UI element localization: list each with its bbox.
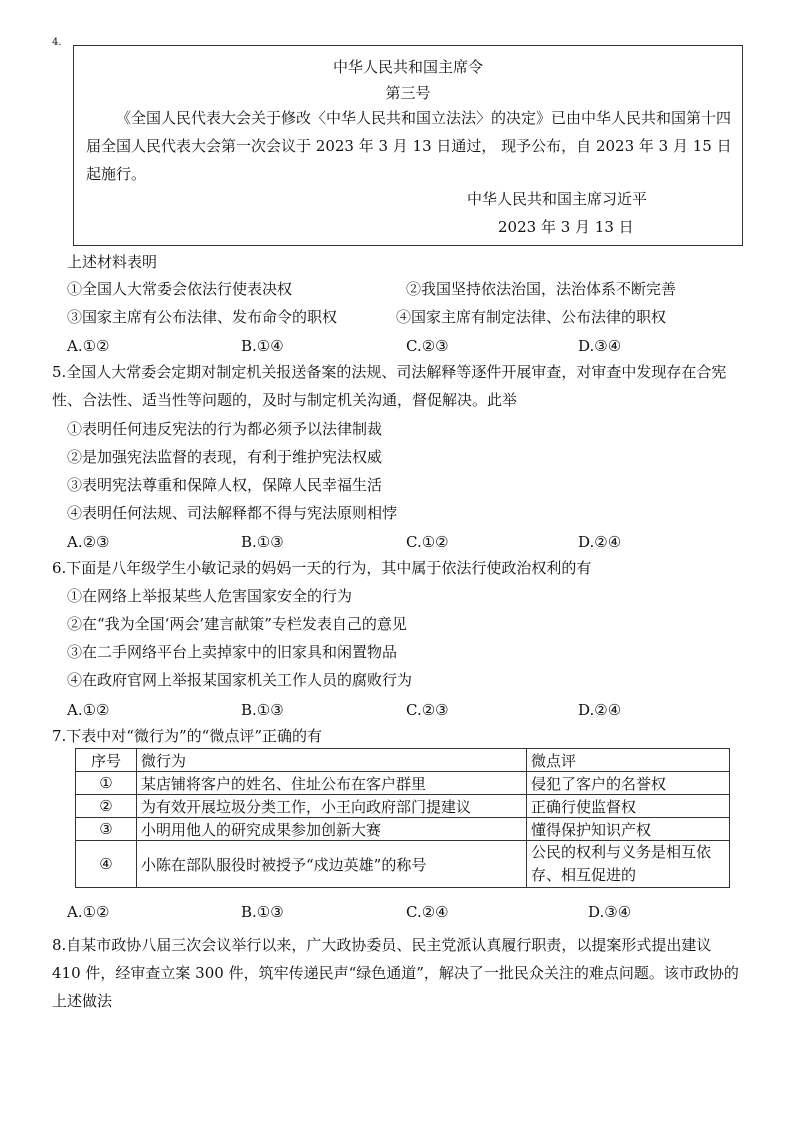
q5-item-4: ④表明任何法规、司法解释都不得与宪法原则相悖 (67, 504, 398, 522)
table-cell: 懂得保护知识产权 (527, 818, 730, 841)
q5-item-2: ②是加强宪法监督的表现，有利于维护宪法权威 (67, 448, 383, 466)
q6-option-a[interactable]: A.①② (67, 701, 110, 719)
q6-option-c[interactable]: C.②③ (406, 701, 449, 719)
q4-option-b[interactable]: B.①④ (241, 337, 284, 355)
table-cell: 为有效开展垃圾分类工作，小王向政府部门提建议 (137, 795, 527, 818)
table-header-cell: 序号 (76, 749, 137, 772)
table-cell: ④ (76, 841, 137, 888)
q4-option-d[interactable]: D.③④ (578, 337, 622, 355)
table-row (76, 772, 730, 795)
q5-item-3: ③表明宪法尊重和保障人权，保障人民幸福生活 (67, 476, 383, 494)
q6-item-2: ②在“我为全国‘两会’建言献策”专栏发表自己的意见 (67, 615, 407, 633)
q5-option-a[interactable]: A.②③ (67, 533, 110, 551)
q4-stem: 上述材料表明 (67, 253, 158, 271)
q5-option-c[interactable]: C.①② (406, 533, 449, 551)
table-cell: 侵犯了客户的名誉权 (527, 772, 730, 795)
q6-option-b[interactable]: B.①③ (241, 701, 284, 719)
table-cell: 公民的权利与义务是相互依存、相互促进的 (527, 841, 730, 888)
q4-item-2: ②我国坚持依法治国，法治体系不断完善 (406, 280, 677, 298)
q7-option-d[interactable]: D.③④ (588, 903, 632, 921)
q4-option-a[interactable]: A.①② (67, 337, 110, 355)
table-cell: 小明用他人的研究成果参加创新大赛 (137, 818, 527, 841)
q7-table (75, 748, 730, 888)
q8-stem: 8.自某市政协八届三次会议举行以来，广大政协委员、民主党派认真履行职责，以提案形式提出建议 410 件，经审查立案 300 件，筑牢传递民声“绿色通道”，解决了一批民众关注的难点问题。该市政协的上述做法 (52, 936, 739, 1010)
table-cell: 正确行使监督权 (527, 795, 730, 818)
q5-stem: 5.全国人大常委会定期对制定机关报送备案的法规、司法解释等逐件开展审查，对审查中发现存在合宪性、合法性、适当性等问题的，及时与制定机关沟通，督促解决。此举 (52, 363, 727, 409)
table-row (76, 818, 730, 841)
q4-item-1: ①全国人大常委会依法行使表决权 (67, 280, 293, 298)
q7-option-a[interactable]: A.①② (67, 903, 110, 921)
q6-option-d[interactable]: D.②④ (578, 701, 622, 719)
q4-option-c[interactable]: C.②③ (406, 337, 449, 355)
decree-signer: 中华人民共和国主席习近平 (467, 190, 648, 208)
question-number-marker: 4. (52, 37, 62, 48)
q5-option-b[interactable]: B.①③ (241, 533, 284, 551)
q6-item-1: ①在网络上举报某些人危害国家安全的行为 (67, 587, 353, 605)
q4-item-4: ④国家主席有制定法律、公布法律的职权 (396, 308, 667, 326)
decree-date: 2023 年 3 月 13 日 (498, 218, 634, 236)
decree-body: 《全国人民代表大会关于修改〈中华人民共和国立法法〉的决定》已由中华人民共和国第十四届全国人民代表大会第一次会议于 2023 年 3 月 13 日通过， 现予公布，自 2023 年 3 月 15 日起施行。 (86, 109, 732, 183)
table-row (76, 841, 730, 888)
q4-item-3: ③国家主席有公布法律、发布命令的职权 (67, 308, 338, 326)
table-cell: ① (76, 772, 137, 795)
q7-option-c[interactable]: C.②④ (406, 903, 449, 921)
table-header-row (76, 749, 730, 772)
table-cell: 小陈在部队服役时被授予“戍边英雄”的称号 (137, 841, 527, 888)
table-header-cell: 微点评 (527, 749, 730, 772)
q5-option-d[interactable]: D.②④ (578, 533, 622, 551)
q5-item-1: ①表明任何违反宪法的行为都必须予以法律制裁 (67, 420, 383, 438)
q7-option-b[interactable]: B.①③ (241, 903, 284, 921)
decree-number: 第三号 (385, 84, 431, 102)
q7-stem: 7.下表中对“微行为”的“微点评”正确的有 (52, 727, 322, 745)
q6-item-4: ④在政府官网上举报某国家机关工作人员的腐败行为 (67, 671, 413, 689)
decree-title: 中华人民共和国主席令 (332, 58, 483, 76)
table-cell: ② (76, 795, 137, 818)
table-cell: 某店铺将客户的姓名、住址公布在客户群里 (137, 772, 527, 795)
table-row (76, 795, 730, 818)
table-header-cell: 微行为 (137, 749, 527, 772)
table-cell: ③ (76, 818, 137, 841)
q6-item-3: ③在二手网络平台上卖掉家中的旧家具和闲置物品 (67, 643, 398, 661)
q6-stem: 6.下面是八年级学生小敏记录的妈妈一天的行为，其中属于依法行使政治权利的有 (52, 559, 592, 577)
decree-box (73, 45, 743, 246)
